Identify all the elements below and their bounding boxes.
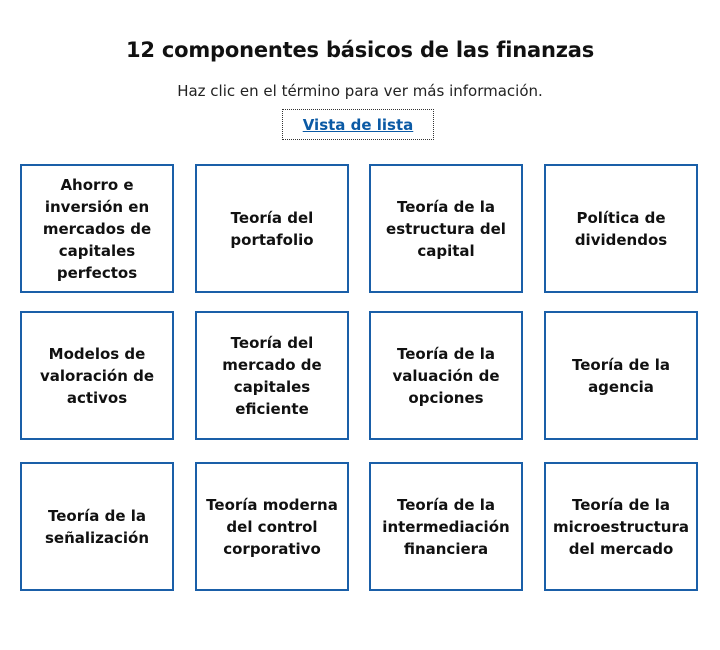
term-card-label: Teoría del portafolio bbox=[230, 208, 314, 249]
term-card-label: Teoría de la estructura del capital bbox=[386, 197, 506, 260]
page-title: 12 componentes básicos de las finanzas bbox=[125, 38, 595, 62]
list-view-button-container bbox=[282, 109, 434, 140]
term-card-label: Política de dividendos bbox=[574, 208, 668, 249]
list-view-link[interactable]: Vista de lista bbox=[302, 115, 414, 134]
term-card-label: Teoría de la microestructura del mercado bbox=[553, 495, 689, 558]
term-card-label: Teoría de la intermediación financiera bbox=[382, 495, 510, 558]
term-card-label: Modelos de valoración de activos bbox=[39, 344, 155, 407]
term-card-agencia[interactable] bbox=[544, 311, 698, 440]
term-card-portafolio[interactable] bbox=[195, 164, 349, 293]
term-card-microestructura[interactable] bbox=[544, 462, 698, 591]
term-card-label: Teoría de la valuación de opciones bbox=[392, 344, 500, 407]
term-card-politica-dividendos[interactable] bbox=[544, 164, 698, 293]
term-card-valuacion-opciones[interactable] bbox=[369, 311, 523, 440]
term-card-label: Ahorro e inversión en mercados de capitales perfectos bbox=[42, 175, 152, 282]
term-card-label: Teoría de la agencia bbox=[572, 355, 670, 396]
term-card-estructura-capital[interactable] bbox=[369, 164, 523, 293]
term-card-control-corporativo[interactable] bbox=[195, 462, 349, 591]
term-card-label: Teoría moderna del control corporativo bbox=[206, 495, 338, 558]
term-card-intermediacion[interactable] bbox=[369, 462, 523, 591]
term-card-ahorro-inversion[interactable] bbox=[20, 164, 174, 293]
term-card-label: Teoría de la señalización bbox=[44, 506, 150, 547]
term-card-valoracion-activos[interactable] bbox=[20, 311, 174, 440]
term-card-senalizacion[interactable] bbox=[20, 462, 174, 591]
term-card-label: Teoría del mercado de capitales eficiente bbox=[222, 333, 322, 418]
page-subtitle: Haz clic en el término para ver más información. bbox=[177, 82, 543, 100]
term-card-mercado-eficiente[interactable] bbox=[195, 311, 349, 440]
